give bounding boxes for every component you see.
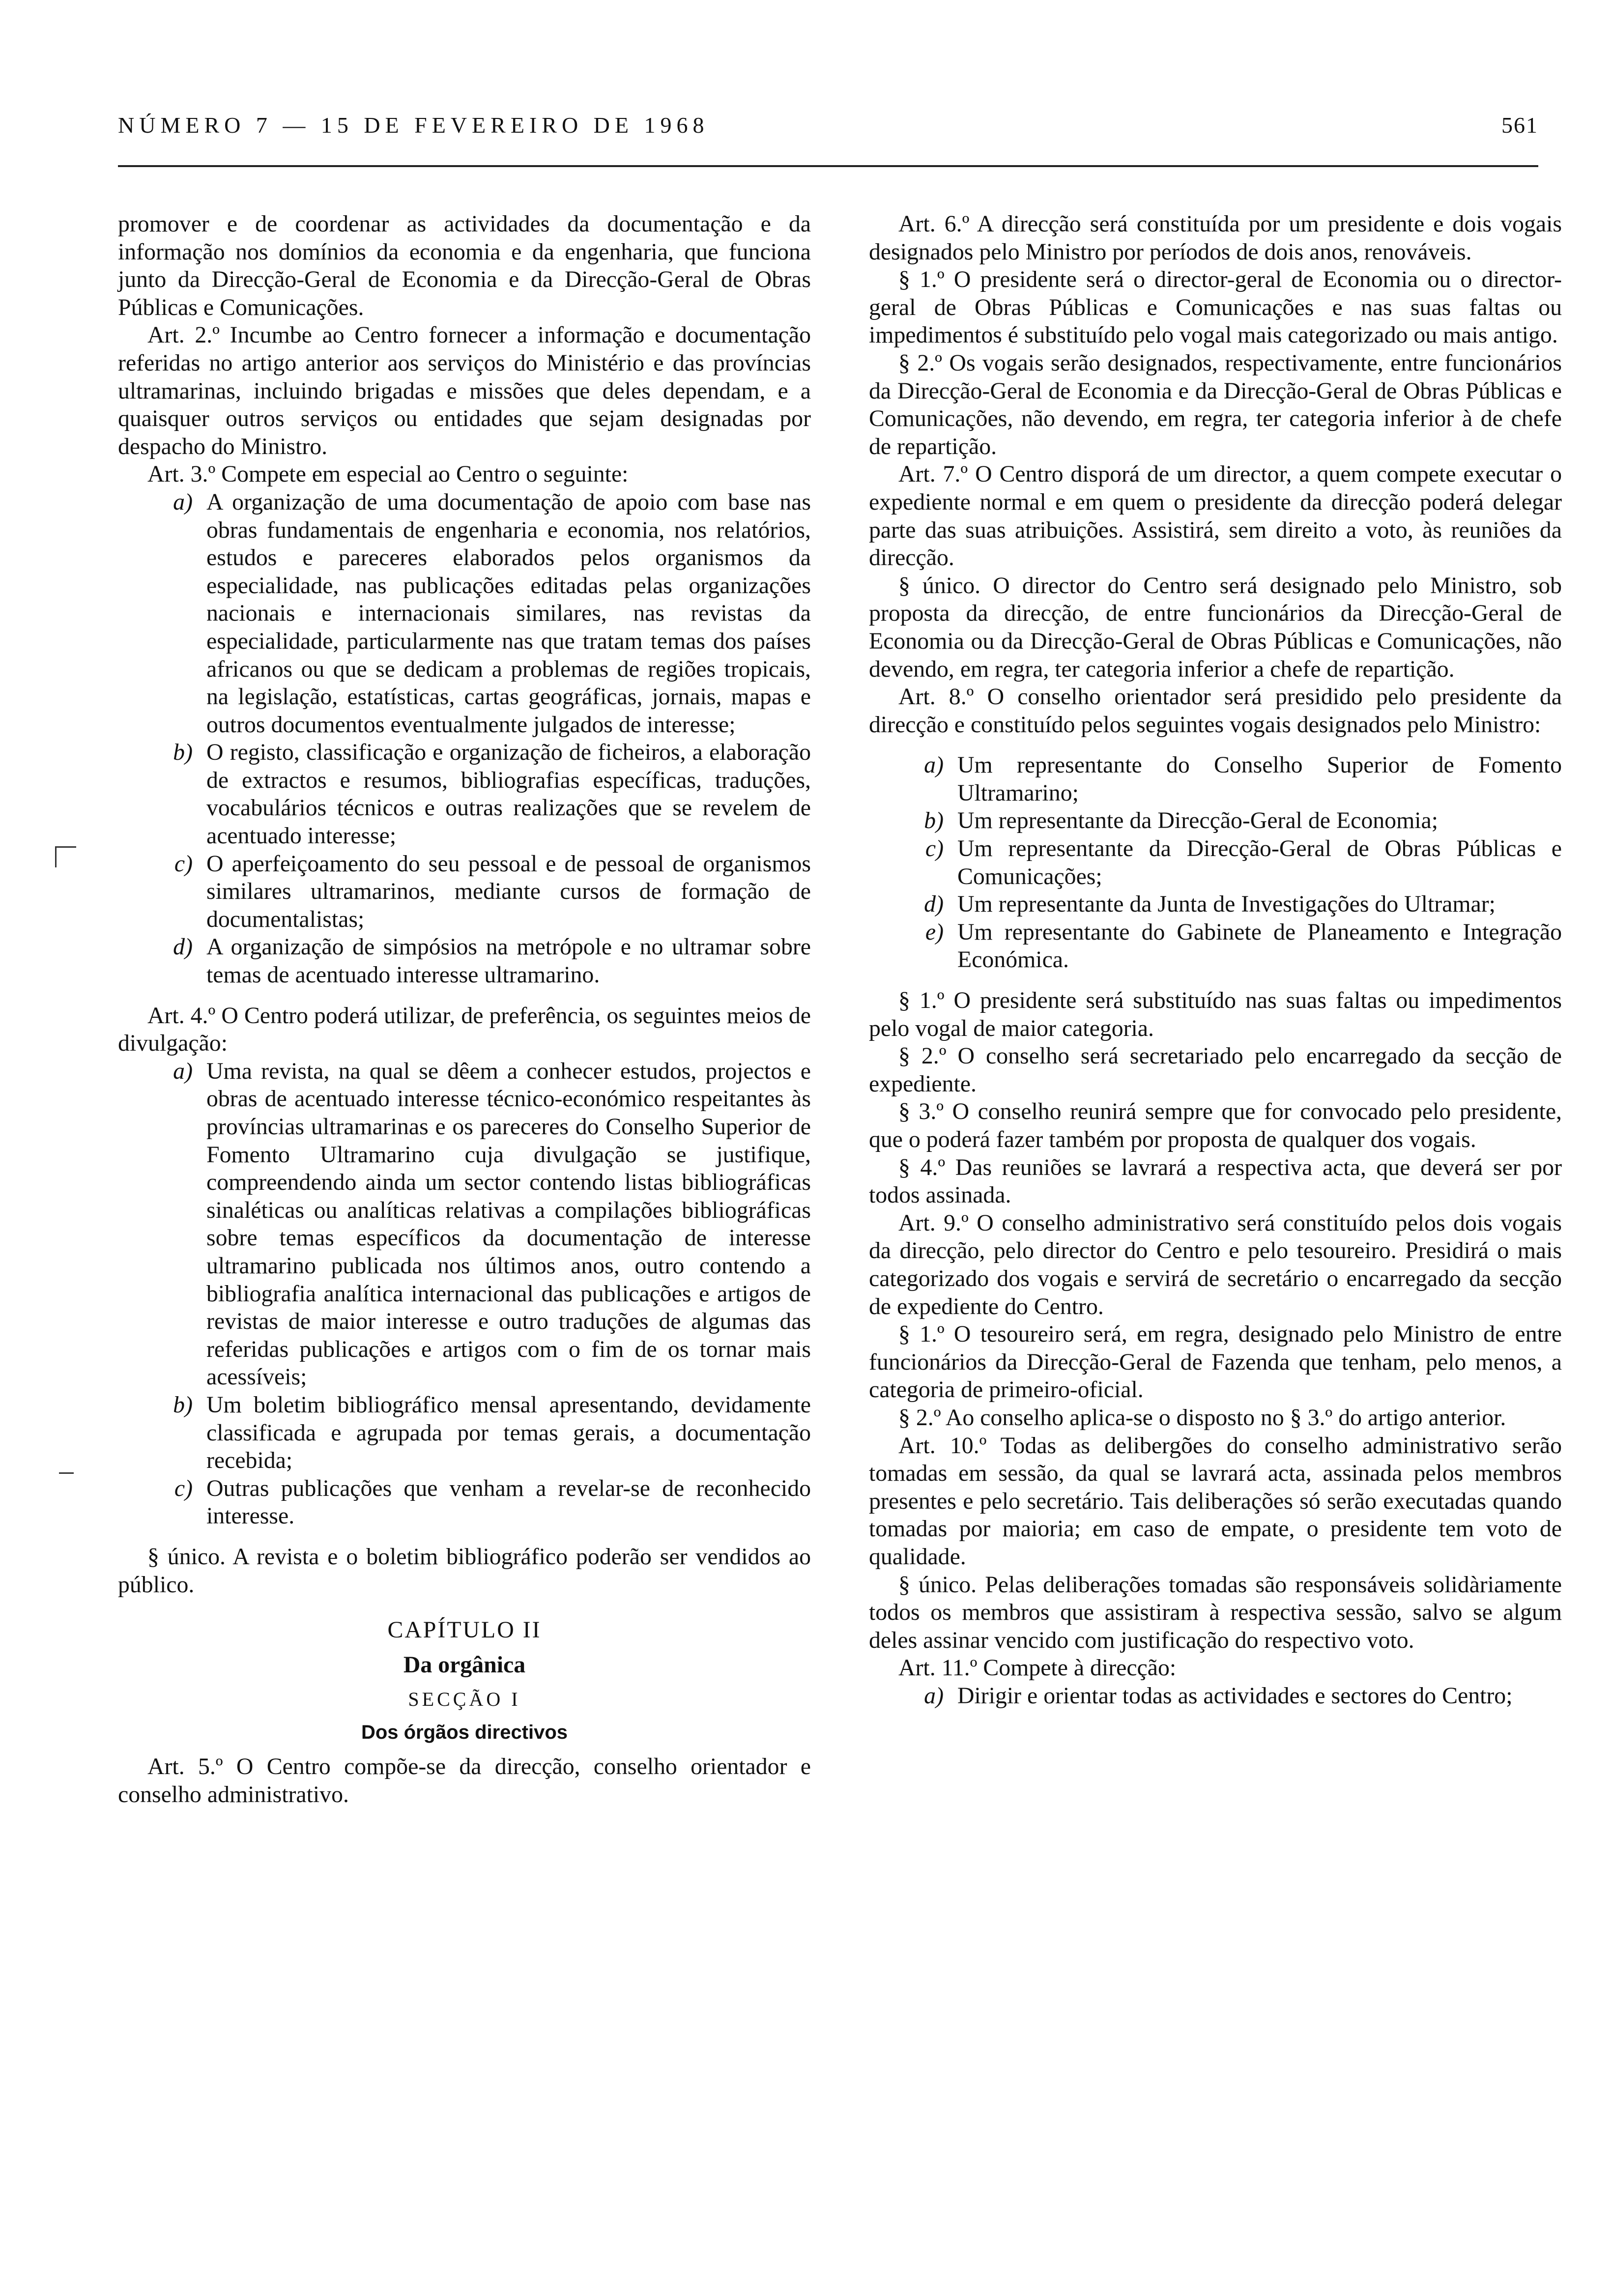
item-marker: c) <box>174 1475 193 1501</box>
item-marker: a) <box>924 752 944 778</box>
list-item <box>118 1475 811 1530</box>
list-item <box>118 1058 811 1391</box>
article-8-paragraph-2: § 2.º O conselho será secretariado pelo encarregado da secção de expediente. <box>869 1043 1562 1097</box>
list-item <box>118 850 811 934</box>
item-text: Um representante do Conselho Superior de Fomento Ultramarino; <box>957 752 1562 806</box>
article-9-paragraph-2: § 2.º Ao conselho aplica-se o disposto no § 3.º do artigo anterior. <box>898 1404 1506 1431</box>
list-item <box>118 1391 811 1475</box>
paragraph-intro: promover e de coordenar as actividades da documentação e da informação nos domínios da economia e da engenharia, que funciona junto da Direcção-Geral de Economia e da Direcção-Geral de Obras Públicas e Comunicações. <box>118 211 811 320</box>
article-8: Art. 8.º O conselho orientador será presidido pelo presidente da direcção e constituído pelos seguintes vogais designados pelo Ministro: <box>869 684 1562 738</box>
right-column <box>869 210 1562 1710</box>
section-heading: SECÇÃO I <box>408 1688 521 1711</box>
item-text: Um representante da Junta de Investigações do Ultramar; <box>957 891 1496 918</box>
article-11: Art. 11.º Compete à direcção: <box>898 1655 1177 1681</box>
article-7: Art. 7.º O Centro disporá de um director, a quem compete executar o expediente normal e em quem o presidente da direcção poderá delegar parte das suas atribuições. Assistirá, sem direito a voto, às reuniões da direcção. <box>869 461 1562 571</box>
list-item <box>118 488 811 739</box>
list-item <box>869 890 1562 918</box>
chapter-title: Da orgânica <box>403 1651 526 1678</box>
item-marker: c) <box>925 835 944 862</box>
article-6-paragraph-1: § 1.º O presidente será o director-geral de Economia ou o director-geral de Obras Públicas e Comunicações e nas suas faltas ou impedimentos é substituído pelo vogal mais categorizado ou mais antigo. <box>869 266 1562 348</box>
item-marker: c) <box>174 850 193 877</box>
article-8-paragraph-3: § 3.º O conselho reunirá sempre que for convocado pelo presidente, que o poderá fazer também por proposta de qualquer dos vogais. <box>869 1098 1562 1152</box>
list-item <box>869 918 1562 974</box>
article-10-unico: § único. Pelas deliberações tomadas são responsáveis solidàriamente todos os membros que assistiram à respectiva sessão, salvo se algum deles assinar vencido com justificação do respectivo voto. <box>869 1571 1562 1653</box>
left-column <box>118 210 811 1809</box>
item-text: A organização de uma documentação de apoio com base nas obras fundamentais de engenharia e economia, nos relatórios, estudos e pareceres elaborados pelos organismos da especialidade, nas publicações editadas pelas organizações nacionais e internacionais similares, nas revistas da especialidade, particularmente nas que tratam temas dos países africanos ou que se dedicam a problemas de regiões tropicais, na legislação, estatísticas, cartas geográficas, jornais, mapas e outros documentos eventualmente julgados de interesse; <box>206 488 811 738</box>
list-item <box>869 1682 1562 1710</box>
item-marker: e) <box>925 918 944 945</box>
item-marker: d) <box>173 934 193 960</box>
issue-date-header: NÚMERO 7 — 15 DE FEVEREIRO DE 1968 <box>118 113 709 138</box>
margin-mark <box>59 1472 74 1489</box>
list-item <box>118 739 811 850</box>
list-item <box>869 835 1562 890</box>
item-marker: d) <box>924 891 944 918</box>
article-10: Art. 10.º Todas as delibergões do conselho administrativo serão tomadas em sessão, da qual se lavrará acta, assinada pelos membros presentes e pelo secretário. Tais deliberações só serão executadas quando tomadas por maioria; em caso de empate, o presidente tem voto de qualidade. <box>869 1432 1562 1570</box>
item-text: Um boletim bibliográfico mensal apresentando, devidamente classificada e agrupada por temas gerais, a documentação recebida; <box>206 1391 811 1474</box>
article-2: Art. 2.º Incumbe ao Centro fornecer a informação e documentação referidas no artigo anterior aos serviços do Ministério e das províncias ultramarinas, incluindo brigadas e missões que deles dependam, e a quaisquer outros serviços ou entidades que sejam designadas por despacho do Ministro. <box>118 322 811 459</box>
item-text: Outras publicações que venham a revelar-se de reconhecido interesse. <box>206 1475 811 1529</box>
item-text: O aperfeiçoamento do seu pessoal e de pessoal de organismos similares ultramarinos, mediante cursos de formação de documentalistas; <box>206 850 811 932</box>
header-rule <box>118 165 1538 167</box>
item-text: Uma revista, na qual se dêem a conhecer estudos, projectos e obras de acentuado interesse técnico-económico respeitantes às províncias ultramarinas e os pareceres do Conselho Superior de Fomento Ultramarino cuja divulgação se justifique, compreendendo ainda um sector contendo listas bibliográficas sinaléticas ou analíticas relativas a compilações bibliográficas sobre temas específicos da documentação de interesse ultramarino publicada nos últimos anos, outro contendo a bibliografia analítica internacional das publicações e artigos de revistas de maior interesse e outro traduções de algumas das referidas publicações e artigos com o fim de os tornar mais acessíveis; <box>206 1058 811 1390</box>
list-item <box>869 751 1562 807</box>
item-text: Dirigir e orientar todas as actividades e sectores do Centro; <box>957 1682 1513 1709</box>
article-9-paragraph-1: § 1.º O tesoureiro será, em regra, designado pelo Ministro de entre funcionários da Direcção-Geral de Fazenda que tenham, pelo menos, a categoria de primeiro-oficial. <box>869 1321 1562 1403</box>
margin-mark <box>55 846 76 867</box>
list-item <box>869 807 1562 835</box>
item-text: A organização de simpósios na metrópole e no ultramar sobre temas de acentuado interesse ultramarino. <box>206 934 811 988</box>
chapter-heading: CAPÍTULO II <box>387 1617 542 1643</box>
article-6-paragraph-2: § 2.º Os vogais serão designados, respectivamente, entre funcionários da Direcção-Geral de Economia e da Direcção-Geral de Obras Públicas e Comunicações, não devendo, em regra, ter categoria inferior à de chefe de repartição. <box>869 349 1562 459</box>
article-4: Art. 4.º O Centro poderá utilizar, de preferência, os seguintes meios de divulgação: <box>118 1002 811 1057</box>
item-marker: b) <box>924 807 944 834</box>
article-3: Art. 3.º Compete em especial ao Centro o seguinte: <box>147 461 629 488</box>
list-item <box>118 933 811 989</box>
page-number: 561 <box>1501 113 1538 138</box>
item-text: O registo, classificação e organização de ficheiros, a elaboração de extractos e resumos, bibliografias específicas, traduções, vocabulários técnicos e outras realizações que se revelem de acentuado interesse; <box>206 739 811 849</box>
article-4-unico: § único. A revista e o boletim bibliográfico poderão ser vendidos ao público. <box>118 1543 811 1598</box>
article-8-paragraph-4: § 4.º Das reuniões se lavrará a respectiva acta, que deverá ser por todos assinada. <box>869 1154 1562 1208</box>
section-title: Dos órgãos directivos <box>361 1721 568 1743</box>
article-5: Art. 5.º O Centro compõe-se da direcção, conselho orientador e conselho administrativo. <box>118 1753 811 1808</box>
item-marker: b) <box>173 1391 193 1418</box>
item-text: Um representante da Direcção-Geral de Obras Públicas e Comunicações; <box>957 835 1562 890</box>
item-text: Um representante do Gabinete de Planeamento e Integração Económica. <box>957 918 1562 973</box>
article-6: Art. 6.º A direcção será constituída por um presidente e dois vogais designados pelo Ministro por períodos de dois anos, renováveis. <box>869 211 1562 265</box>
item-marker: a) <box>924 1682 944 1709</box>
page-header <box>118 112 1538 146</box>
item-marker: b) <box>173 739 193 766</box>
item-text: Um representante da Direcção-Geral de Economia; <box>957 807 1439 834</box>
item-marker: a) <box>173 1058 193 1084</box>
item-marker: a) <box>173 488 193 515</box>
article-9: Art. 9.º O conselho administrativo será constituído pelos dois vogais da direcção, pelo director do Centro e pelo tesoureiro. Presidirá o mais categorizado dos vogais e servirá de secretário o encarregado da secção de expediente do Centro. <box>869 1209 1562 1320</box>
article-7-unico: § único. O director do Centro será designado pelo Ministro, sob proposta da direcção, de entre funcionários da Direcção-Geral de Economia ou da Direcção-Geral de Obras Públicas e Comunicações, não devendo, em regra, ter categoria inferior a chefe de repartição. <box>869 572 1562 682</box>
article-8-paragraph-1: § 1.º O presidente será substituído nas suas faltas ou impedimentos pelo vogal de maior categoria. <box>869 987 1562 1041</box>
